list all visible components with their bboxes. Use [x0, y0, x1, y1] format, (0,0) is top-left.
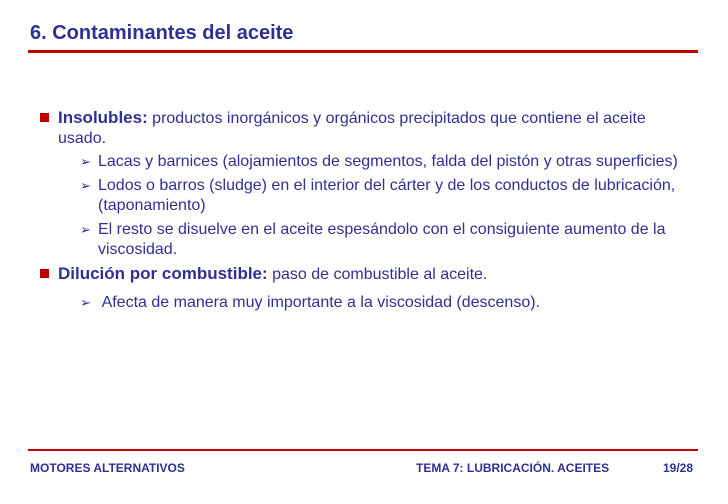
sub-bullet: [30, 152, 690, 172]
sub-bullet-text: El resto se disuelve en el aceite espesándolo con el consiguiente aumento de la viscosidad.: [98, 221, 666, 258]
bullet-heading: Dilución por combustible:: [58, 264, 268, 283]
arrow-bullet-icon: ➢: [80, 222, 91, 237]
page-number: 19/28: [663, 461, 694, 475]
arrow-bullet-icon: ➢: [80, 178, 91, 193]
bullet-body: paso de combustible al aceite.: [267, 266, 488, 283]
footer-course: MOTORES ALTERNATIVOS: [30, 461, 185, 475]
sub-bullet-text: Lodos o barros (sludge) en el interior del cárter y de los conductos de lubricación, (taponamiento): [98, 177, 676, 214]
arrow-bullet-icon: ➢: [80, 154, 91, 169]
slide-title: 6. Contaminantes del aceite: [30, 22, 294, 44]
sub-bullet: [30, 176, 690, 216]
arrow-bullet-icon: ➢: [80, 295, 91, 310]
footer-topic: TEMA 7: LUBRICACIÓN. ACEITES: [416, 461, 610, 475]
bullet-dilucion: [30, 264, 690, 285]
sub-bullet: [30, 293, 690, 313]
footer-divider: [28, 449, 698, 451]
bullet-body: productos inorgánicos y orgánicos precipitados que contiene el aceite usado.: [58, 110, 646, 147]
sub-bullet-text: Afecta de manera muy importante a la viscosidad (descenso).: [98, 294, 540, 311]
red-square-bullet-icon: [40, 269, 49, 278]
title-divider: [28, 50, 698, 53]
sub-bullet: [30, 220, 690, 260]
bullet-insolubles: [30, 108, 690, 149]
red-square-bullet-icon: [40, 113, 49, 122]
bullet-heading: Insolubles:: [58, 108, 148, 127]
sub-bullet-text: Lacas y barnices (alojamientos de segmentos, falda del pistón y otras superficies): [98, 153, 678, 170]
slide-content: [30, 108, 690, 317]
